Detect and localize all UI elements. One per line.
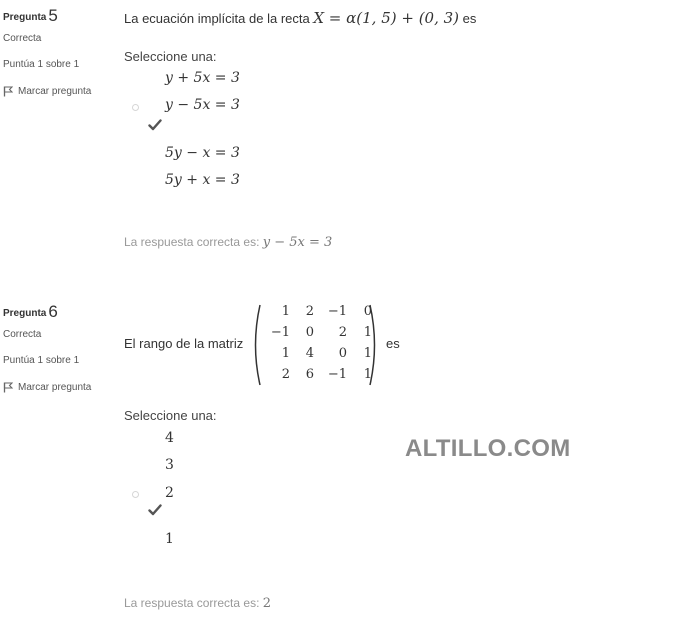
matrix-cell: 6	[305, 367, 314, 382]
question-5-text-after: es	[462, 11, 477, 26]
matrix-cell: 0	[305, 325, 314, 340]
flag-label: Marcar pregunta	[18, 86, 92, 97]
question-5-prompt: Seleccione una:	[124, 49, 217, 64]
matrix-cell: 0	[338, 346, 347, 361]
q5-option-4[interactable]: 5y + x = 3	[165, 172, 240, 188]
question-5-text-before: La ecuación implícita de la recta	[124, 11, 310, 26]
q6-option-1[interactable]: 4	[165, 430, 174, 446]
matrix-cell: −1	[270, 325, 290, 340]
flag-icon	[3, 382, 13, 393]
question-6-text-before: El rango de la matriz	[124, 336, 244, 351]
q6-option-3[interactable]: 2	[165, 485, 174, 501]
matrix-cell: 2	[305, 304, 314, 319]
watermark: ALTILLO.COM	[405, 435, 571, 462]
matrix-cell: 4	[305, 346, 314, 361]
q6-option-4[interactable]: 1	[165, 531, 174, 547]
feedback-answer: 2	[262, 596, 272, 611]
feedback-label: La respuesta correcta es:	[124, 235, 260, 249]
question-5-status: Correcta	[3, 33, 42, 44]
question-5-math: X = α(1, 5) + (0, 3)	[313, 9, 460, 27]
question-label: Pregunta	[3, 308, 47, 319]
feedback-answer: y − 5x = 3	[262, 235, 333, 250]
feedback-label: La respuesta correcta es:	[124, 596, 260, 610]
matrix-cell: −1	[327, 304, 347, 319]
left-parenthesis	[250, 303, 262, 387]
question-label: Pregunta	[3, 12, 47, 23]
question-6-status: Correcta	[3, 329, 42, 340]
question-6-text-after: es	[386, 336, 400, 351]
q5-option-2[interactable]: y − 5x = 3	[165, 97, 240, 113]
matrix-cell: 2	[281, 367, 290, 382]
question-6-score: Puntúa 1 sobre 1	[3, 355, 80, 366]
flag-icon	[3, 86, 13, 97]
question-5-flag-link[interactable]	[3, 86, 91, 97]
q5-option-2-radio[interactable]	[132, 104, 139, 111]
check-icon	[148, 119, 162, 131]
matrix-cell: 1	[363, 325, 372, 340]
q6-option-2[interactable]: 3	[165, 457, 174, 473]
question-5-feedback	[124, 235, 332, 250]
q6-option-3-radio[interactable]	[132, 491, 139, 498]
question-5-text	[124, 9, 476, 27]
flag-label: Marcar pregunta	[18, 382, 92, 393]
matrix-cell: 1	[363, 367, 372, 382]
matrix-cell: 0	[363, 304, 372, 319]
question-5-title	[3, 6, 58, 26]
matrix-cell: 2	[338, 325, 347, 340]
matrix-cells	[265, 304, 373, 386]
right-parenthesis	[368, 303, 380, 387]
question-number: 6	[48, 302, 58, 321]
question-number: 5	[48, 6, 58, 25]
matrix-cell: −1	[327, 367, 347, 382]
q5-option-3[interactable]: 5y − x = 3	[165, 145, 240, 161]
matrix-cell: 1	[281, 346, 290, 361]
question-5-score: Puntúa 1 sobre 1	[3, 59, 80, 70]
check-icon	[148, 504, 162, 516]
question-6-title	[3, 302, 58, 322]
matrix-cell: 1	[363, 346, 372, 361]
question-6-flag-link[interactable]	[3, 382, 91, 393]
matrix-cell: 1	[281, 304, 290, 319]
question-6-feedback	[124, 596, 271, 611]
question-6-prompt: Seleccione una:	[124, 408, 217, 423]
q5-option-1[interactable]: y + 5x = 3	[165, 70, 240, 86]
